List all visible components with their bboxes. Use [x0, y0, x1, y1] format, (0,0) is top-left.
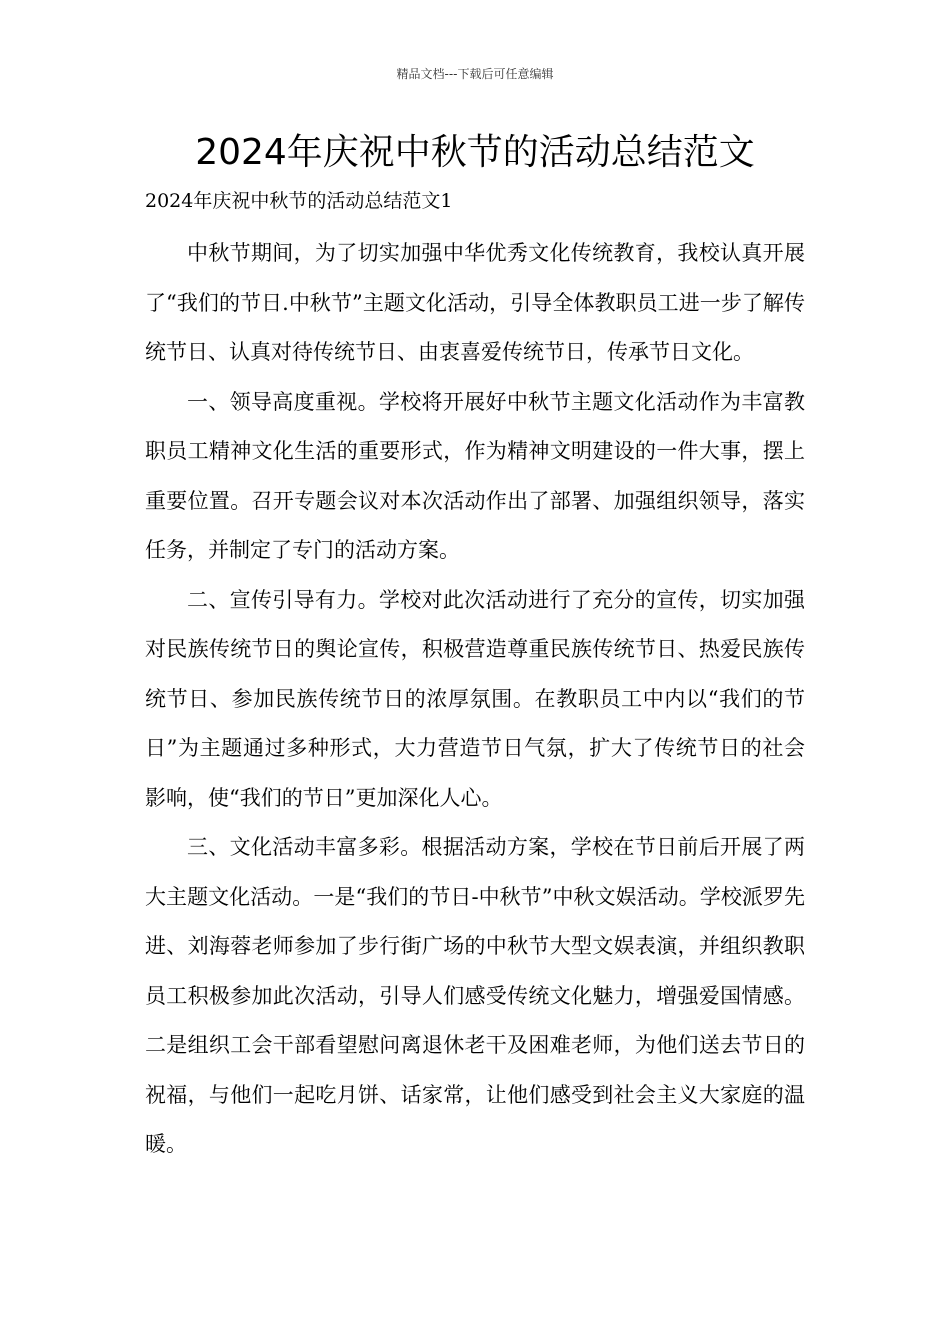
document-title: 2024年庆祝中秋节的活动总结范文 [195, 132, 755, 173]
header-note: 精品文档---下载后可任意编辑 [396, 67, 554, 81]
paragraph: 中秋节期间，为了切实加强中华优秀文化传统教育，我校认真开展了“我们的节日.中秋节”主题文化活动，引导全体教职员工进一步了解传统节日、认真对待传统节日、由衷喜爱传统节日，传承节日文化。 [145, 241, 805, 364]
paragraph: 一、领导高度重视。学校将开展好中秋节主题文化活动作为丰富教职员工精神文化生活的重要形式，作为精神文明建设的一件大事，摆上重要位置。召开专题会议对本次活动作出了部署、加强组织领导，落实任务，并制定了专门的活动方案。 [145, 389, 805, 562]
paragraph: 三、文化活动丰富多彩。根据活动方案，学校在节日前后开展了两大主题文化活动。一是“我们的节日-中秋节”中秋文娱活动。学校派罗先进、刘海蓉老师参加了步行街广场的中秋节大型文娱表演，并组织教职员工积极参加此次活动，引导人们感受传统文化魅力，增强爱国情感。二是组织工会干部看望慰问离退休老干及困难老师，为他们送去节日的祝福，与他们一起吃月饼、话家常，让他们感受到社会主义大家庭的温暖。 [145, 835, 805, 1156]
paragraph: 二、宣传引导有力。学校对此次活动进行了充分的宣传，切实加强对民族传统节日的舆论宣传，积极营造尊重民族传统节日、热爱民族传统节日、参加民族传统节日的浓厚氛围。在教职员工中内以“我们的节日”为主题通过多种形式，大力营造节日气氛，扩大了传统节日的社会影响，使“我们的节日”更加深化人心。 [145, 587, 805, 810]
document-subtitle: 2024年庆祝中秋节的活动总结范文1 [145, 190, 453, 212]
document-body [145, 229, 805, 1170]
